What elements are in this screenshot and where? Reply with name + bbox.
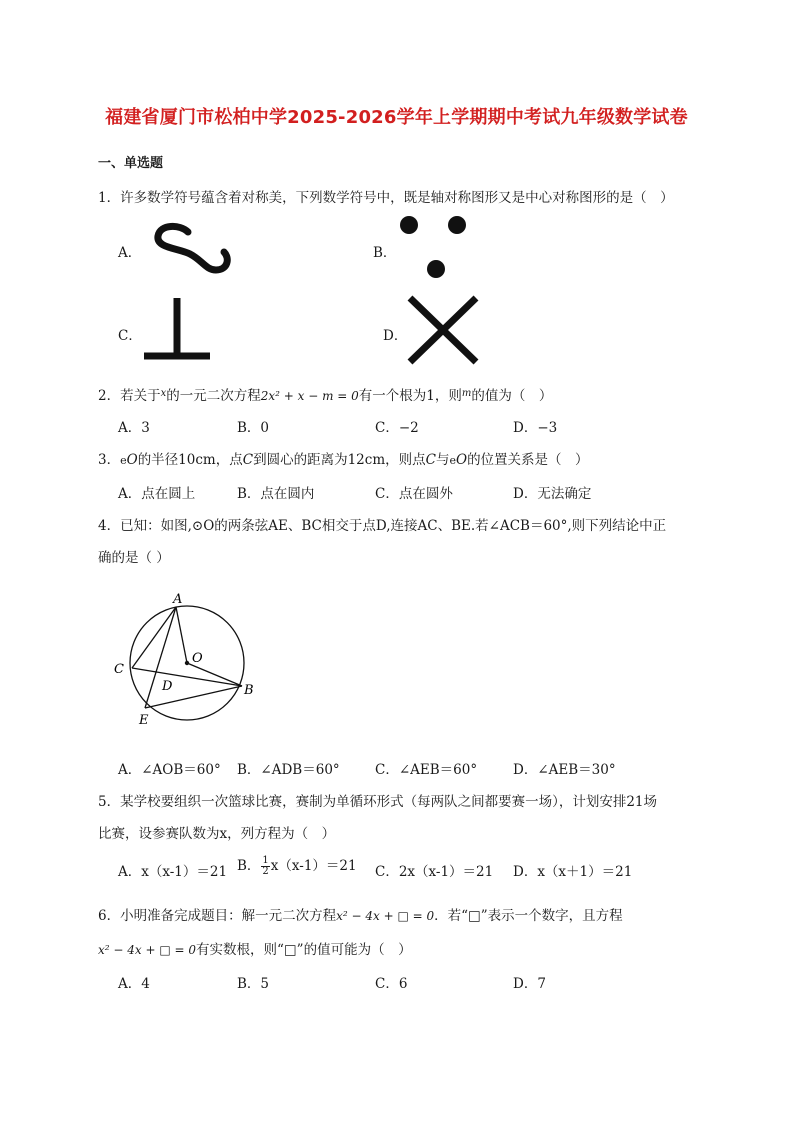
fraction-denominator: 2 (262, 866, 269, 877)
q3-var-c: C (242, 452, 254, 468)
label-d: D (162, 679, 173, 694)
q4-option-d: D．∠AEB＝30° (513, 762, 616, 778)
q3-circle-symbol: e (120, 454, 127, 467)
page-title: 福建省厦门市松柏中学2025-2026学年上学期期中考试九年级数学试卷 (105, 107, 688, 128)
q3-text-4: 的位置关系是（ ） (467, 452, 589, 468)
perpendicular-symbol-icon (142, 296, 212, 362)
q4-option-b: B．∠ADB＝60° (237, 762, 340, 778)
segment-ob (187, 663, 242, 686)
q4-option-c: C．∠AEB＝60° (375, 762, 478, 778)
q5-option-b (237, 854, 357, 877)
q2-text-post1: 有一个根为1，则 (358, 388, 462, 404)
question-6-line-1 (98, 904, 623, 924)
question-3-text (98, 448, 589, 468)
q2-text-pre: 2．若关于 (98, 388, 161, 404)
q2-var-x: x (160, 388, 167, 399)
q4-option-a: A．∠AOB＝60° (118, 762, 221, 778)
fraction-numerator: 1 (262, 855, 269, 866)
q3-text-2: 到圆心的距离为12cm，则点 (253, 452, 426, 468)
q3-var-c2: C (425, 452, 436, 468)
q2-option-d: D．−3 (513, 420, 558, 436)
q1-option-c-label: C． (118, 328, 142, 344)
q3-var-o: O (126, 452, 138, 468)
q3-circle-symbol-2: e (449, 454, 456, 467)
q3-number: 3． (98, 452, 121, 468)
q6-text-post-2: 有实数根，则“□”的值可能为（ ） (196, 942, 412, 958)
q2-equation: 2x² + x − m = 0 (260, 389, 359, 403)
q3-option-c: C．点在圆外 (375, 486, 453, 502)
q3-option-d: D．无法确定 (513, 486, 592, 502)
q6-option-c: C．6 (375, 976, 408, 992)
q1-option-d-label: D． (383, 328, 408, 344)
q3-text-1: 的半径10cm，点 (137, 452, 243, 468)
label-e: E (139, 713, 149, 728)
q6-text-post: ．若“□”表示一个数字，且方程 (434, 908, 623, 924)
segment-be (145, 686, 242, 708)
therefore-dots-icon (396, 212, 472, 282)
question-5-line-1: 5．某学校要组织一次篮球比赛，赛制为单循环形式（每两队之间都要赛一场），计划安排21场 (98, 794, 658, 810)
q2-text-post2: 的值为（ ） (471, 388, 553, 404)
q2-var-m: m (461, 388, 472, 399)
question-5-line-2: 比赛，设参赛队数为x，列方程为（ ） (98, 826, 336, 842)
q2-option-c: C．−2 (375, 420, 419, 436)
question-4-line-1: 4．已知：如图,⊙O的两条弦AE、BC相交于点D,连接AC、BE.若∠ACB＝60°,则下列结论中正 (98, 518, 667, 534)
label-b: B (244, 683, 254, 698)
q3-text-3: 与 (435, 452, 450, 468)
q6-option-b: B．5 (237, 976, 270, 992)
times-cross-icon (406, 294, 480, 366)
section-heading: 一、单选题 (98, 156, 164, 171)
question-2-text (98, 384, 552, 404)
q3-option-b: B．点在圆内 (237, 486, 315, 502)
q2-option-a: A．3 (118, 420, 150, 436)
q3-option-a: A．点在圆上 (118, 486, 196, 502)
label-a: A (173, 592, 183, 607)
q5-option-b-rest: x（x-1）＝21 (270, 858, 357, 874)
question-4-line-2: 确的是（ ） (98, 550, 170, 566)
q5-option-a: A．x（x-1）＝21 (118, 864, 228, 880)
q6-equation-1: x² − 4x + □ = 0 (336, 909, 435, 923)
label-o: O (192, 651, 203, 666)
q3-var-o2: O (455, 452, 468, 468)
q2-option-b: B．0 (237, 420, 270, 436)
q1-option-a-label: A． (118, 245, 142, 261)
fraction-one-half (261, 856, 269, 877)
q6-text-pre: 6．小明准备完成题目：解一元二次方程 (98, 908, 337, 924)
segment-ao (176, 607, 187, 663)
question-6-line-2 (98, 938, 412, 958)
circle-chord-figure (104, 588, 274, 736)
q5-option-d: D．x（x＋1）＝21 (513, 864, 633, 880)
q5-option-c: C．2x（x-1）＝21 (375, 864, 494, 880)
q1-option-b-label: B． (373, 245, 397, 261)
q6-option-d: D．7 (513, 976, 546, 992)
q6-option-a: A．4 (118, 976, 150, 992)
center-point (185, 661, 189, 665)
label-c: C (114, 662, 124, 677)
q5-option-b-label: B． (237, 858, 261, 874)
q2-text-mid: 的一元二次方程 (166, 388, 261, 404)
s-curve-symbol-icon (150, 222, 232, 274)
chord-bc (132, 668, 242, 686)
question-1-text: 1．许多数学符号蕴含着对称美，下列数学符号中，既是轴对称图形又是中心对称图形的是（ ） (98, 190, 674, 206)
q6-equation-2: x² − 4x + □ = 0 (98, 943, 197, 957)
